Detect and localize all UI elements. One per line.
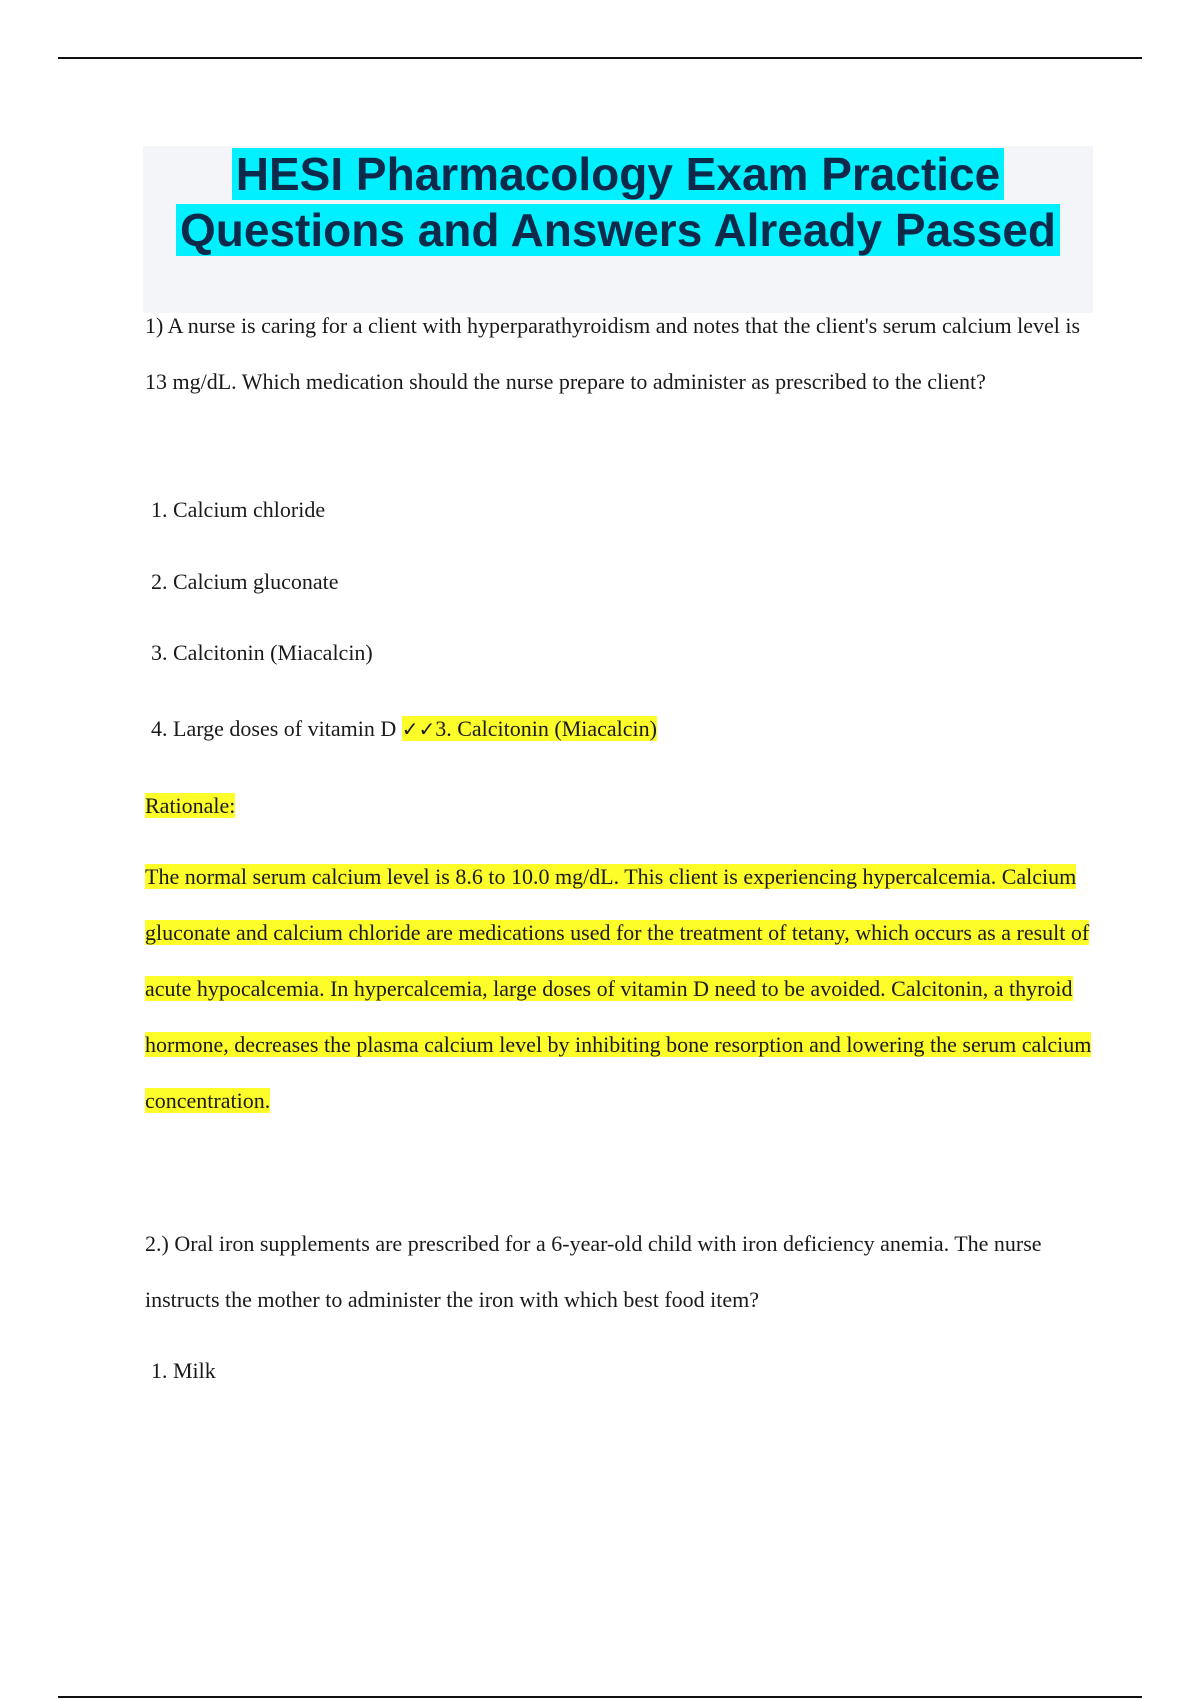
document-title	[143, 146, 1093, 258]
title-line-1: HESI Pharmacology Exam Practice	[232, 148, 1004, 200]
question-2-option-1: 1. Milk	[151, 1358, 216, 1383]
checkmark-icon: ✓✓	[401, 717, 436, 741]
correct-answer	[402, 716, 657, 741]
rationale-heading: Rationale:	[145, 793, 236, 818]
question-1-option-4-row	[151, 714, 657, 744]
rationale-text: The normal serum calcium level is 8.6 to 10.0 mg/dL. This client is experiencing hypercalcemia. Calcium gluconate and calcium chloride are medications used for the treatment of tetany, which occurs as a result of acute hypocalcemia. In hypercalcemia, large doses of vitamin D need to be avoided. Calcitonin, a thyroid hormone, decreases the plasma calcium level by inhibiting bone resorption and lowering the serum calcium concentration.	[145, 864, 1092, 1113]
title-line-2: Questions and Answers Already Passed	[176, 204, 1060, 256]
rationale-heading-row	[145, 791, 235, 821]
header-rule	[58, 57, 1142, 59]
question-1-option-4: 4. Large doses of vitamin D	[151, 716, 397, 741]
question-2-stem: 2.) Oral iron supplements are prescribed for a 6-year-old child with iron deficiency anemia. The nurse instructs the mother to administer the iron with which best food item?	[145, 1231, 1042, 1312]
title-block	[143, 146, 1093, 313]
question-1-option-3: 3. Calcitonin (Miacalcin)	[151, 640, 373, 665]
question-1-option-2: 2. Calcium gluconate	[151, 569, 339, 594]
footer-rule	[58, 1696, 1142, 1698]
question-1-stem: 1) A nurse is caring for a client with hyperparathyroidism and notes that the client's serum calcium level is 13 mg/dL. Which medication should the nurse prepare to administer as prescribed to the client?	[145, 313, 1081, 394]
question-1-option-1: 1. Calcium chloride	[151, 497, 326, 522]
correct-answer-text: 3. Calcitonin (Miacalcin)	[435, 716, 657, 741]
rationale-row	[145, 849, 1095, 1129]
